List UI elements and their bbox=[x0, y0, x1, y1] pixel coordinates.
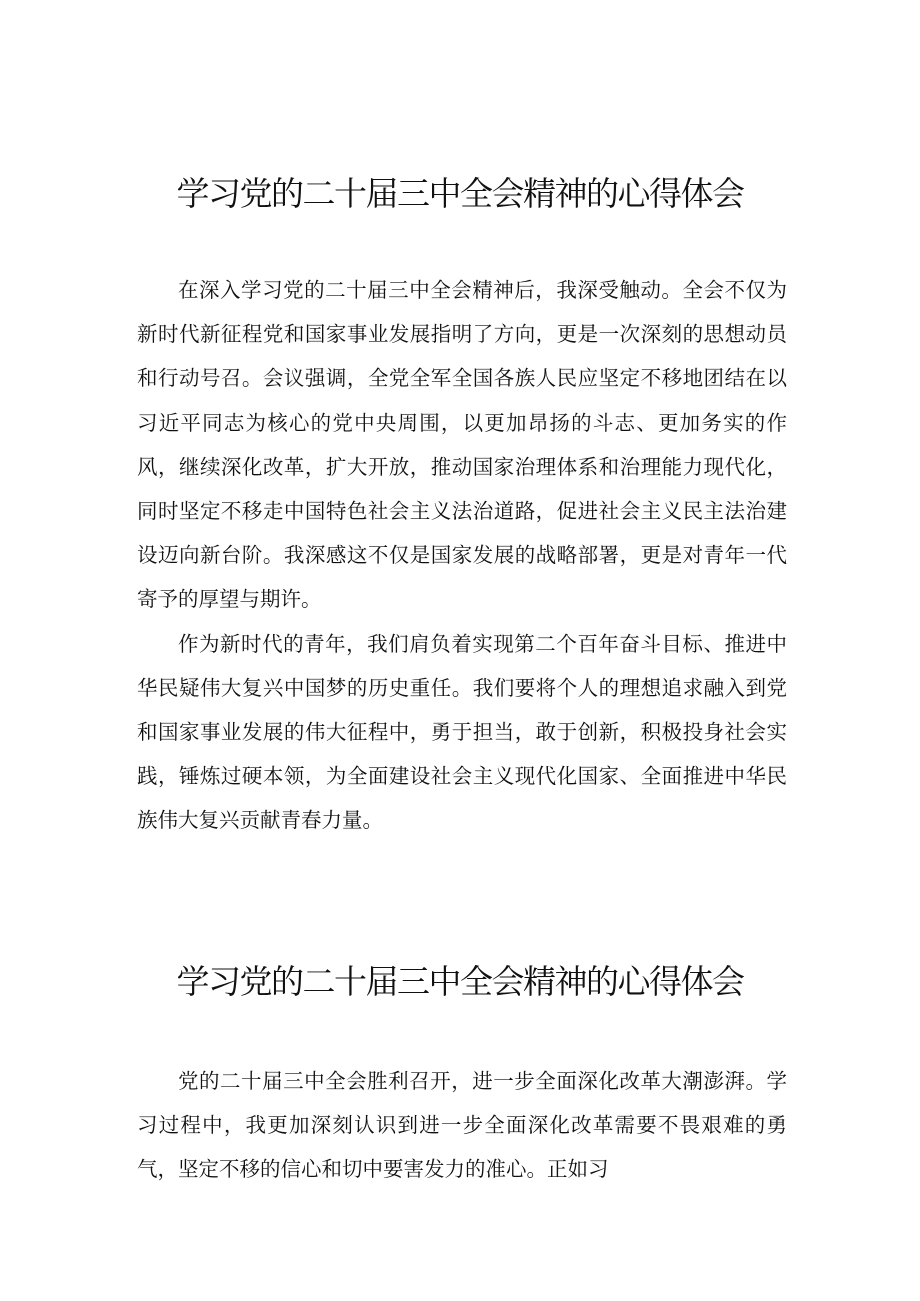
body-text bbox=[137, 268, 787, 843]
paragraph: 在深入学习党的二十届三中全会精神后，我深受触动。全会不仅为新时代新征程党和国家事业发展指明了方向，更是一次深刻的思想动员和行动号召。会议强调，全党全军全国各族人民应坚定不移地团结在以习近平同志为核心的党中央周围，以更加昂扬的斗志、更加务实的作风，继续深化改革，扩大开放，推动国家治理体系和治理能力现代化，同时坚定不移走中国特色社会主义法治道路，促进社会主义民主法治建设迈向新台阶。我深感这不仅是国家发展的战略部署，更是对青年一代寄予的厚望与期许。 bbox=[137, 278, 787, 612]
document-title: 学习党的二十届三中全会精神的心得体会 bbox=[176, 174, 744, 213]
body-text bbox=[137, 1059, 787, 1192]
paragraph: 作为新时代的青年，我们肩负着实现第二个百年奋斗目标、推进中华民疑伟大复兴中国梦的历史重任。我们要将个人的理想追求融入到党和国家事业发展的伟大征程中，勇于担当，敢于创新，积极投身社会实践，锤炼过硬本领，为全面建设社会主义现代化国家、全面推进中华民族伟大复兴贡献青春力量。 bbox=[137, 631, 787, 833]
document-title: 学习党的二十届三中全会精神的心得体会 bbox=[176, 962, 744, 1001]
paragraph: 党的二十届三中全会胜利召开，进一步全面深化改革大潮澎湃。学习过程中，我更加深刻认识到进一步全面深化改革需要不畏艰难的勇气，坚定不移的信心和切中要害发力的准心。正如习 bbox=[137, 1069, 787, 1182]
